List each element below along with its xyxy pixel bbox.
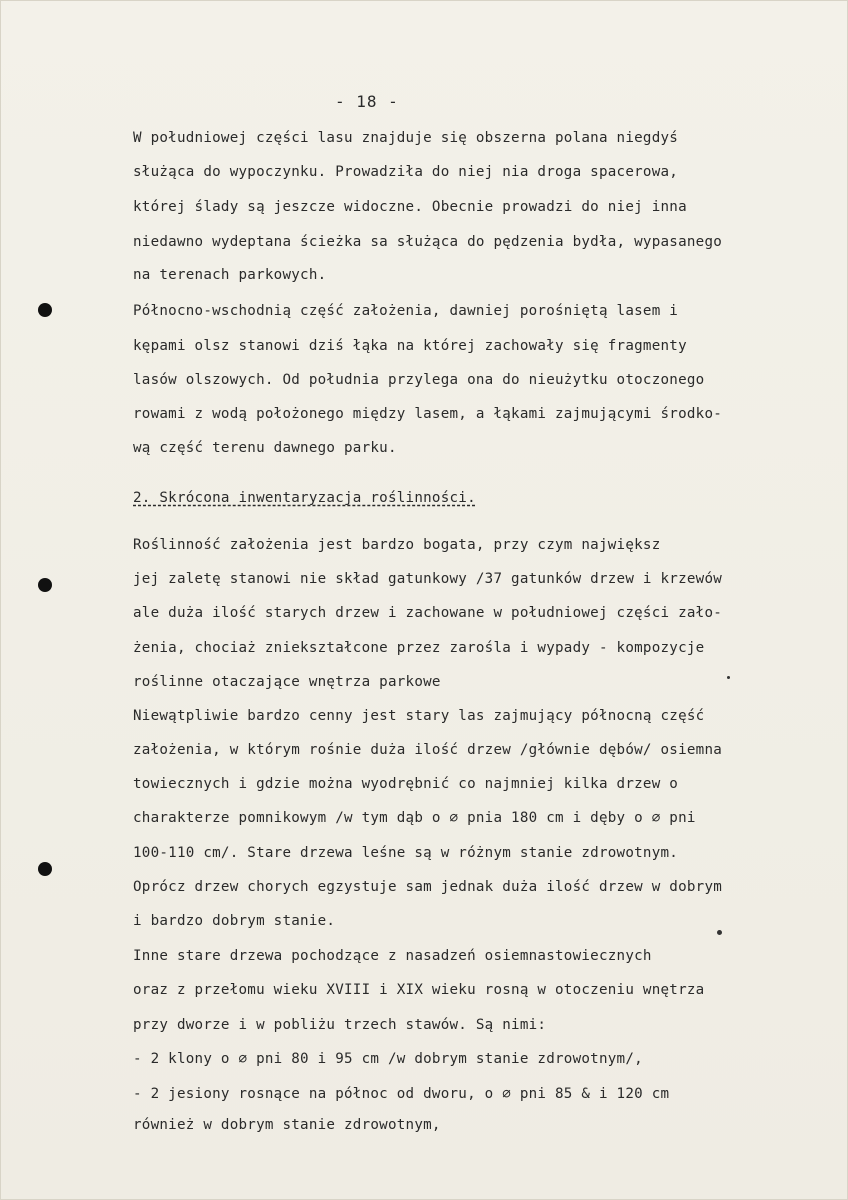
text-line: charakterze pomnikowym /w tym dąb o ∅ pnia 180 cm i dęby o ∅ pni (133, 810, 696, 826)
text-line: również w dobrym stanie zdrowotnym, (133, 1117, 441, 1133)
text-line: służąca do wypoczynku. Prowadziła do niej nia droga spacerowa, (133, 164, 679, 180)
text-line: towiecznych i gdzie można wyodrębnić co najmniej kilka drzew o (133, 776, 679, 792)
text-line: założenia, w którym rośnie duża ilość drzew /głównie dębów/ osiemna (133, 742, 723, 758)
text-line: przy dworze i w pobliżu trzech stawów. Są nimi: (133, 1017, 547, 1033)
text-line: kępami olsz stanowi dziś łąka na której zachowały się fragmenty (133, 338, 687, 354)
text-line: ale duża ilość starych drzew i zachowane w południowej części zało- (133, 605, 723, 621)
stray-ink-dot (717, 930, 722, 935)
text-line: 100-110 cm/. Stare drzewa leśne są w różnym stanie zdrowotnym. (133, 845, 679, 861)
text-line: której ślady są jeszcze widoczne. Obecnie prowadzi do niej inna (133, 199, 687, 215)
punch-hole (38, 862, 52, 876)
text-line: Oprócz drzew chorych egzystuje sam jednak duża ilość drzew w dobrym (133, 879, 723, 895)
stray-ink-dot (727, 676, 730, 679)
text-line: oraz z przełomu wieku XVIII i XIX wieku rosną w otoczeniu wnętrza (133, 982, 705, 998)
text-line: niedawno wydeptana ścieżka sa służąca do pędzenia bydła, wypasanego (133, 234, 723, 250)
punch-hole (38, 303, 52, 317)
text-line: Niewątpliwie bardzo cenny jest stary las zajmujący północną część (133, 708, 705, 724)
section-heading: 2. Skrócona inwentaryzacja roślinności. (133, 490, 476, 506)
text-line: roślinne otaczające wnętrza parkowe (133, 674, 441, 690)
text-line: wą część terenu dawnego parku. (133, 440, 397, 456)
text-line: rowami z wodą położonego między lasem, a łąkami zajmującymi środko- (133, 406, 723, 422)
text-line: Inne stare drzewa pochodzące z nasadzeń osiemnastowiecznych (133, 948, 652, 964)
text-line: jej zaletę stanowi nie skład gatunkowy /37 gatunków drzew i krzewów (133, 571, 723, 587)
text-line: W południowej części lasu znajduje się obszerna polana niegdyś (133, 130, 679, 146)
text-line: na terenach parkowych. (133, 267, 327, 283)
text-line: Roślinność założenia jest bardzo bogata, przy czym największ (133, 537, 661, 553)
text-line: Północno-wschodnią część założenia, dawniej porośniętą lasem i (133, 303, 679, 319)
text-line: - 2 jesiony rosnące na północ od dworu, o ∅ pni 85 & i 120 cm (133, 1086, 670, 1102)
text-line: żenia, chociaż zniekształcone przez zarośla i wypady - kompozycje (133, 640, 705, 656)
text-line: - 2 klony o ∅ pni 80 i 95 cm /w dobrym stanie zdrowotnym/, (133, 1051, 643, 1067)
page-number: - 18 - (335, 92, 399, 111)
text-line: lasów olszowych. Od południa przylega ona do nieużytku otoczonego (133, 372, 705, 388)
text-line: i bardzo dobrym stanie. (133, 913, 336, 929)
punch-hole (38, 578, 52, 592)
